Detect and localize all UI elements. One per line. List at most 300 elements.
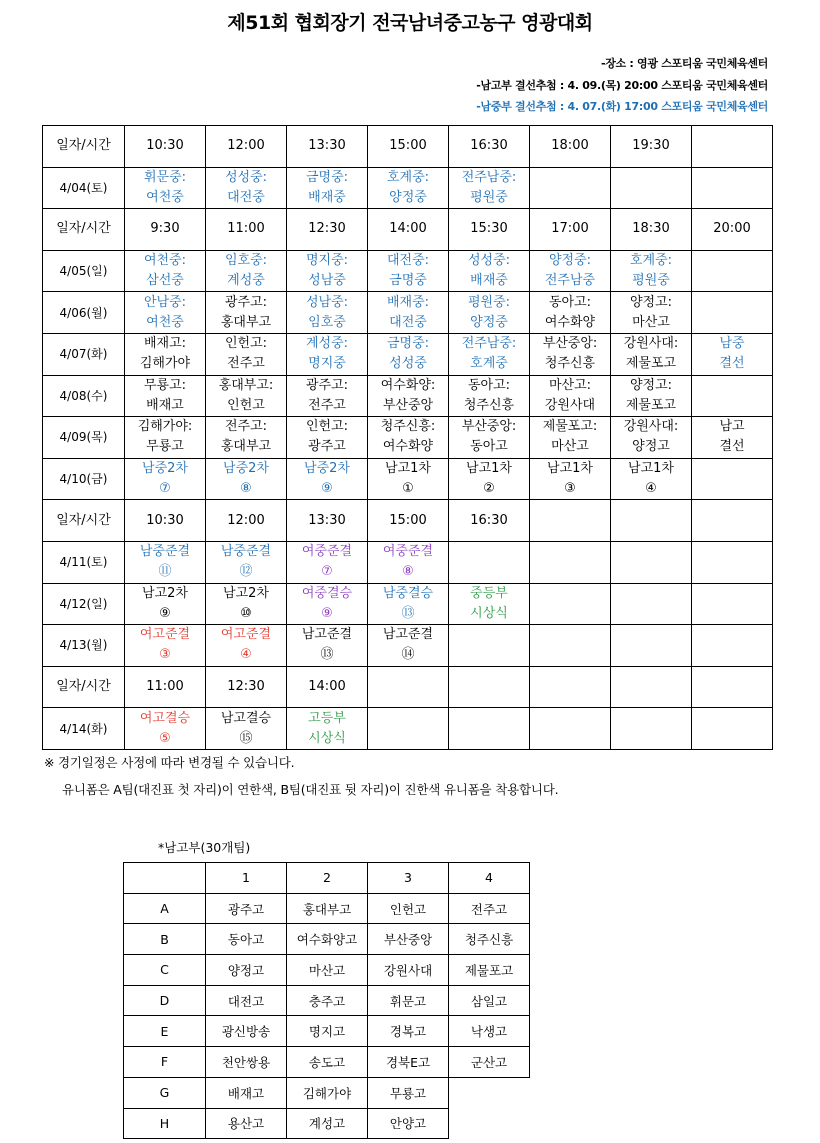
- game-cell: [125, 625, 206, 667]
- game-cell: [611, 458, 692, 500]
- team-cell: 강원사대: [368, 955, 449, 986]
- team-cell: 대전고: [206, 985, 287, 1016]
- game-line-1: 임호중:: [224, 253, 268, 269]
- time-slot-header: [449, 666, 530, 708]
- game-cell: [530, 333, 611, 375]
- time-slot-header: [530, 666, 611, 708]
- game-cell: [287, 333, 368, 375]
- game-cell: [368, 458, 449, 500]
- game-line-2: 삼선중: [146, 273, 184, 289]
- date-cell: 4/14(화): [43, 708, 125, 750]
- game-line-1: 남고결승: [220, 710, 272, 726]
- game-line-2: 양정고: [632, 439, 670, 455]
- time-slot-header: 12:30: [287, 209, 368, 251]
- time-slot-header: 9:30: [125, 209, 206, 251]
- game-cell: [206, 458, 287, 500]
- schedule-day-row: [43, 167, 773, 209]
- game-cell: [368, 167, 449, 209]
- game-line-2: ⑨: [321, 481, 333, 497]
- game-cell: [449, 292, 530, 334]
- date-cell: 4/05(일): [43, 250, 125, 292]
- game-cell: [530, 541, 611, 583]
- game-line-2: ⑬: [320, 647, 334, 663]
- game-line-1: 김해가야:: [137, 419, 193, 435]
- game-line-2: ⑦: [159, 481, 171, 497]
- game-cell: [611, 625, 692, 667]
- game-cell: [125, 333, 206, 375]
- game-line-2: ⑮: [239, 730, 253, 746]
- date-time-header: 일자/시간: [43, 209, 125, 251]
- time-slot-header: 14:00: [287, 666, 368, 708]
- game-line-1: 전주남중:: [461, 169, 517, 185]
- game-line-1: 남고2차: [223, 585, 269, 601]
- game-line-1: 여고결승: [139, 710, 191, 726]
- game-cell: [125, 375, 206, 417]
- game-line-2: 청주신흥: [544, 356, 596, 372]
- date-time-header: 일자/시간: [43, 500, 125, 542]
- game-cell: [692, 292, 773, 334]
- game-cell: [530, 625, 611, 667]
- game-line-2: ⑩: [240, 605, 252, 621]
- game-cell: [368, 625, 449, 667]
- game-cell: [530, 292, 611, 334]
- game-line-1: 휘문중:: [143, 169, 187, 185]
- game-line-1: 홍대부고:: [218, 377, 274, 393]
- game-line-2: 무룡고: [146, 439, 184, 455]
- game-line-2: 배재중: [470, 273, 508, 289]
- schedule-day-row: [43, 583, 773, 625]
- team-cell: 인헌고: [368, 893, 449, 924]
- game-line-2: 전주남중: [544, 273, 596, 289]
- game-cell: [611, 583, 692, 625]
- game-cell: [611, 167, 692, 209]
- game-cell: [125, 708, 206, 750]
- teams-row: [124, 985, 530, 1016]
- game-line-2: 동아고: [470, 439, 508, 455]
- group-label: B: [124, 924, 206, 955]
- game-cell: [449, 708, 530, 750]
- bracket-column-header: 3: [368, 863, 449, 894]
- game-cell: [206, 375, 287, 417]
- game-line-1: 여고준결: [139, 627, 191, 643]
- teams-corner-cell: [124, 863, 206, 894]
- game-cell: [368, 708, 449, 750]
- game-line-2: ④: [240, 647, 252, 663]
- game-line-1: 부산중앙:: [461, 419, 517, 435]
- page-title: 제51회 협회장기 전국남녀중고농구 영광대회: [227, 12, 593, 34]
- game-line-2: 금명중: [389, 273, 427, 289]
- team-cell: 광신방송: [206, 1016, 287, 1047]
- game-cell: [287, 167, 368, 209]
- game-line-2: ⑧: [240, 481, 252, 497]
- game-line-2: 시상식: [470, 605, 508, 621]
- game-cell: [449, 583, 530, 625]
- schedule-header-row: [43, 209, 773, 251]
- game-cell: [611, 250, 692, 292]
- game-cell: [692, 375, 773, 417]
- game-line-2: ⑦: [321, 564, 333, 580]
- teams-row: [124, 1016, 530, 1047]
- game-cell: [287, 375, 368, 417]
- game-line-2: 임호중: [308, 314, 346, 330]
- time-slot-header: [368, 666, 449, 708]
- time-slot-header: 15:30: [449, 209, 530, 251]
- game-line-1: 성성중:: [467, 253, 511, 269]
- teams-header-row: [124, 863, 530, 894]
- venue-info: -장소 : 영광 스포티움 국민체육센터: [600, 57, 768, 70]
- schedule-day-row: [43, 333, 773, 375]
- game-line-2: 시상식: [308, 730, 346, 746]
- schedule-day-row: [43, 458, 773, 500]
- game-cell: [611, 708, 692, 750]
- game-line-1: 강원사대:: [623, 336, 679, 352]
- game-line-1: 동아고:: [548, 294, 592, 310]
- game-line-1: 남고1차: [628, 461, 674, 477]
- game-line-1: 여중준결: [301, 544, 353, 560]
- date-cell: 4/10(금): [43, 458, 125, 500]
- game-line-1: 배재고:: [143, 336, 187, 352]
- time-slot-header: 15:00: [368, 500, 449, 542]
- group-label: D: [124, 985, 206, 1016]
- time-slot-header: 17:00: [530, 209, 611, 251]
- game-line-2: 대전중: [227, 189, 265, 205]
- game-cell: [530, 458, 611, 500]
- team-cell: 용산고: [206, 1108, 287, 1139]
- game-line-1: 남중2차: [142, 461, 188, 477]
- date-time-header: 일자/시간: [43, 126, 125, 168]
- game-cell: [692, 250, 773, 292]
- game-line-2: ⑧: [402, 564, 414, 580]
- game-line-1: 제물포고:: [542, 419, 598, 435]
- game-cell: [125, 250, 206, 292]
- game-line-1: 명지중:: [305, 253, 349, 269]
- game-line-2: 호계중: [470, 356, 508, 372]
- game-line-1: 양정중:: [548, 253, 592, 269]
- game-cell: [287, 458, 368, 500]
- game-line-1: 남고준결: [301, 627, 353, 643]
- game-line-1: 강원사대:: [623, 419, 679, 435]
- game-cell: [530, 167, 611, 209]
- game-line-1: 남고1차: [466, 461, 512, 477]
- game-cell: [125, 417, 206, 459]
- team-cell: 안양고: [368, 1108, 449, 1139]
- group-label: C: [124, 955, 206, 986]
- game-cell: [611, 375, 692, 417]
- game-line-1: 금명중:: [386, 336, 430, 352]
- game-cell: [611, 333, 692, 375]
- game-line-1: 성성중:: [224, 169, 268, 185]
- game-cell: [449, 541, 530, 583]
- date-cell: 4/13(월): [43, 625, 125, 667]
- schedule-change-note: ※ 경기일정은 사정에 따라 변경될 수 있습니다.: [44, 755, 295, 770]
- game-line-1: 배재중:: [386, 294, 430, 310]
- game-cell: [206, 625, 287, 667]
- game-cell: [692, 458, 773, 500]
- game-cell: [692, 417, 773, 459]
- game-cell: [125, 458, 206, 500]
- team-cell: 제물포고: [449, 955, 530, 986]
- game-cell: [287, 250, 368, 292]
- game-line-1: 남중준결: [220, 544, 272, 560]
- game-line-1: 남중: [719, 336, 745, 352]
- game-line-1: 호계중:: [629, 253, 673, 269]
- time-slot-header: [692, 500, 773, 542]
- game-cell: [206, 583, 287, 625]
- game-line-2: ②: [483, 481, 495, 497]
- team-cell: 경복고: [368, 1016, 449, 1047]
- time-slot-header: 18:30: [611, 209, 692, 251]
- game-cell: [530, 375, 611, 417]
- team-cell: 낙생고: [449, 1016, 530, 1047]
- game-cell: [692, 333, 773, 375]
- teams-table: [123, 862, 530, 1139]
- game-line-2: 결선: [719, 356, 745, 372]
- time-slot-header: 10:30: [125, 500, 206, 542]
- time-slot-header: [692, 126, 773, 168]
- game-line-1: 동아고:: [467, 377, 511, 393]
- time-slot-header: 12:30: [206, 666, 287, 708]
- game-line-2: 배재중: [308, 189, 346, 205]
- game-line-2: 양정중: [389, 189, 427, 205]
- time-slot-header: 15:00: [368, 126, 449, 168]
- team-cell: 계성고: [287, 1108, 368, 1139]
- game-line-1: 마산고:: [548, 377, 592, 393]
- schedule-day-row: [43, 375, 773, 417]
- date-time-header: 일자/시간: [43, 666, 125, 708]
- schedule-day-row: [43, 292, 773, 334]
- team-cell: 충주고: [287, 985, 368, 1016]
- game-line-2: 광주고: [308, 439, 346, 455]
- boys-middle-final-draw-info: -남중부 결선추첨 : 4. 07.(화) 17:00 스포티움 국민체육센터: [476, 100, 768, 113]
- game-cell: [692, 167, 773, 209]
- game-line-1: 전주남중:: [461, 336, 517, 352]
- game-cell: [368, 375, 449, 417]
- game-line-1: 여중준결: [382, 544, 434, 560]
- date-cell: 4/09(목): [43, 417, 125, 459]
- game-cell: [287, 708, 368, 750]
- game-cell: [287, 292, 368, 334]
- bracket-column-header: 1: [206, 863, 287, 894]
- teams-row: [124, 1108, 530, 1139]
- game-line-1: 남중준결: [139, 544, 191, 560]
- date-cell: 4/08(수): [43, 375, 125, 417]
- game-line-1: 여중결승: [301, 585, 353, 601]
- team-cell: 청주신흥: [449, 924, 530, 955]
- team-cell: 명지고: [287, 1016, 368, 1047]
- game-line-2: 홍대부고: [220, 439, 272, 455]
- game-cell: [206, 708, 287, 750]
- time-slot-header: 11:00: [206, 209, 287, 251]
- date-cell: 4/04(토): [43, 167, 125, 209]
- game-line-1: 여고준결: [220, 627, 272, 643]
- game-line-2: ③: [159, 647, 171, 663]
- game-cell: [287, 625, 368, 667]
- team-cell: 홍대부고: [287, 893, 368, 924]
- game-line-2: 성성중: [389, 356, 427, 372]
- schedule-table: [42, 125, 773, 750]
- game-line-2: 배재고: [146, 397, 184, 413]
- game-line-1: 청주신흥:: [380, 419, 436, 435]
- game-line-1: 양정고:: [629, 377, 673, 393]
- game-line-2: ③: [564, 481, 576, 497]
- game-line-1: 양정고:: [629, 294, 673, 310]
- game-line-1: 금명중:: [305, 169, 349, 185]
- time-slot-header: 10:30: [125, 126, 206, 168]
- group-label: H: [124, 1108, 206, 1139]
- time-slot-header: 13:30: [287, 500, 368, 542]
- team-cell: 삼일고: [449, 985, 530, 1016]
- game-cell: [530, 417, 611, 459]
- game-line-2: 여수화양: [382, 439, 434, 455]
- game-line-2: 평원중: [470, 189, 508, 205]
- game-line-1: 부산중앙:: [542, 336, 598, 352]
- time-slot-header: 13:30: [287, 126, 368, 168]
- empty-cell: [449, 1108, 530, 1139]
- team-cell: 무룡고: [368, 1077, 449, 1108]
- game-cell: [449, 375, 530, 417]
- game-cell: [125, 541, 206, 583]
- game-line-2: 전주고: [308, 397, 346, 413]
- game-cell: [206, 167, 287, 209]
- team-cell: 김해가야: [287, 1077, 368, 1108]
- game-cell: [368, 333, 449, 375]
- time-slot-header: 19:30: [611, 126, 692, 168]
- schedule-header-row: [43, 500, 773, 542]
- game-line-1: 대전중:: [386, 253, 430, 269]
- empty-cell: [449, 1077, 530, 1108]
- game-line-2: 마산고: [551, 439, 589, 455]
- team-cell: 군산고: [449, 1047, 530, 1078]
- game-line-2: ①: [402, 481, 414, 497]
- time-slot-header: 12:00: [206, 126, 287, 168]
- game-cell: [449, 333, 530, 375]
- time-slot-header: 18:00: [530, 126, 611, 168]
- game-line-2: 청주신흥: [463, 397, 515, 413]
- game-cell: [530, 708, 611, 750]
- game-cell: [692, 625, 773, 667]
- team-cell: 천안쌍용: [206, 1047, 287, 1078]
- team-cell: 동아고: [206, 924, 287, 955]
- date-cell: 4/06(월): [43, 292, 125, 334]
- game-line-1: 성남중:: [305, 294, 349, 310]
- boys-high-final-draw-info: -남고부 결선추첨 : 4. 09.(목) 20:00 스포티움 국민체육센터: [476, 79, 768, 92]
- schedule-day-row: [43, 625, 773, 667]
- game-line-2: 성남중: [308, 273, 346, 289]
- game-line-1: 남고2차: [142, 585, 188, 601]
- game-cell: [611, 417, 692, 459]
- schedule-header-row: [43, 126, 773, 168]
- schedule-day-row: [43, 250, 773, 292]
- game-line-2: 전주고: [227, 356, 265, 372]
- bracket-column-header: 4: [449, 863, 530, 894]
- game-cell: [287, 417, 368, 459]
- game-cell: [368, 541, 449, 583]
- date-cell: 4/12(일): [43, 583, 125, 625]
- schedule-day-row: [43, 541, 773, 583]
- game-line-2: 마산고: [632, 314, 670, 330]
- time-slot-header: 16:30: [449, 126, 530, 168]
- game-line-1: 무룡고:: [143, 377, 187, 393]
- game-cell: [611, 292, 692, 334]
- game-line-1: 계성중:: [305, 336, 349, 352]
- game-line-2: ④: [645, 481, 657, 497]
- game-line-2: 결선: [719, 439, 745, 455]
- team-cell: 경북E고: [368, 1047, 449, 1078]
- game-line-1: 남중결승: [382, 585, 434, 601]
- game-line-2: 여천중: [146, 189, 184, 205]
- game-line-2: 여수화양: [544, 314, 596, 330]
- time-slot-header: [692, 666, 773, 708]
- game-line-1: 남고준결: [382, 627, 434, 643]
- game-line-2: ⑤: [159, 730, 171, 746]
- game-cell: [206, 417, 287, 459]
- team-cell: 여수화양고: [287, 924, 368, 955]
- game-line-1: 인헌고:: [305, 419, 349, 435]
- game-line-2: ⑨: [159, 605, 171, 621]
- date-cell: 4/11(토): [43, 541, 125, 583]
- schedule-header-row: [43, 666, 773, 708]
- teams-row: [124, 955, 530, 986]
- game-cell: [125, 583, 206, 625]
- team-cell: 송도고: [287, 1047, 368, 1078]
- game-line-1: 고등부: [308, 710, 346, 726]
- team-cell: 광주고: [206, 893, 287, 924]
- game-line-1: 중등부: [470, 585, 508, 601]
- teams-row: [124, 1047, 530, 1078]
- game-line-2: ⑨: [321, 605, 333, 621]
- game-cell: [611, 541, 692, 583]
- game-cell: [449, 458, 530, 500]
- team-cell: 양정고: [206, 955, 287, 986]
- group-label: F: [124, 1047, 206, 1078]
- game-cell: [206, 541, 287, 583]
- game-cell: [530, 583, 611, 625]
- time-slot-header: [611, 666, 692, 708]
- game-cell: [368, 417, 449, 459]
- game-line-2: 김해가야: [139, 356, 191, 372]
- game-cell: [530, 250, 611, 292]
- teams-row: [124, 893, 530, 924]
- teams-table-title: *남고부(30개팀): [158, 840, 251, 855]
- game-line-1: 광주고:: [224, 294, 268, 310]
- game-cell: [206, 250, 287, 292]
- game-cell: [449, 250, 530, 292]
- game-cell: [125, 167, 206, 209]
- game-line-1: 남중2차: [223, 461, 269, 477]
- game-line-1: 여수화양:: [380, 377, 436, 393]
- time-slot-header: 14:00: [368, 209, 449, 251]
- date-cell: 4/07(화): [43, 333, 125, 375]
- game-cell: [125, 292, 206, 334]
- group-label: G: [124, 1077, 206, 1108]
- group-label: A: [124, 893, 206, 924]
- game-line-2: 제물포고: [625, 356, 677, 372]
- game-line-1: 안남중:: [143, 294, 187, 310]
- time-slot-header: 11:00: [125, 666, 206, 708]
- game-line-1: 전주고:: [224, 419, 268, 435]
- game-line-2: 인헌고: [227, 397, 265, 413]
- game-line-2: ⑬: [401, 605, 415, 621]
- game-line-2: 계성중: [227, 273, 265, 289]
- time-slot-header: [611, 500, 692, 542]
- time-slot-header: 16:30: [449, 500, 530, 542]
- game-cell: [206, 333, 287, 375]
- game-line-2: 부산중앙: [382, 397, 434, 413]
- game-line-2: 제물포고: [625, 397, 677, 413]
- game-cell: [368, 292, 449, 334]
- game-cell: [287, 541, 368, 583]
- game-line-2: ⑫: [239, 564, 253, 580]
